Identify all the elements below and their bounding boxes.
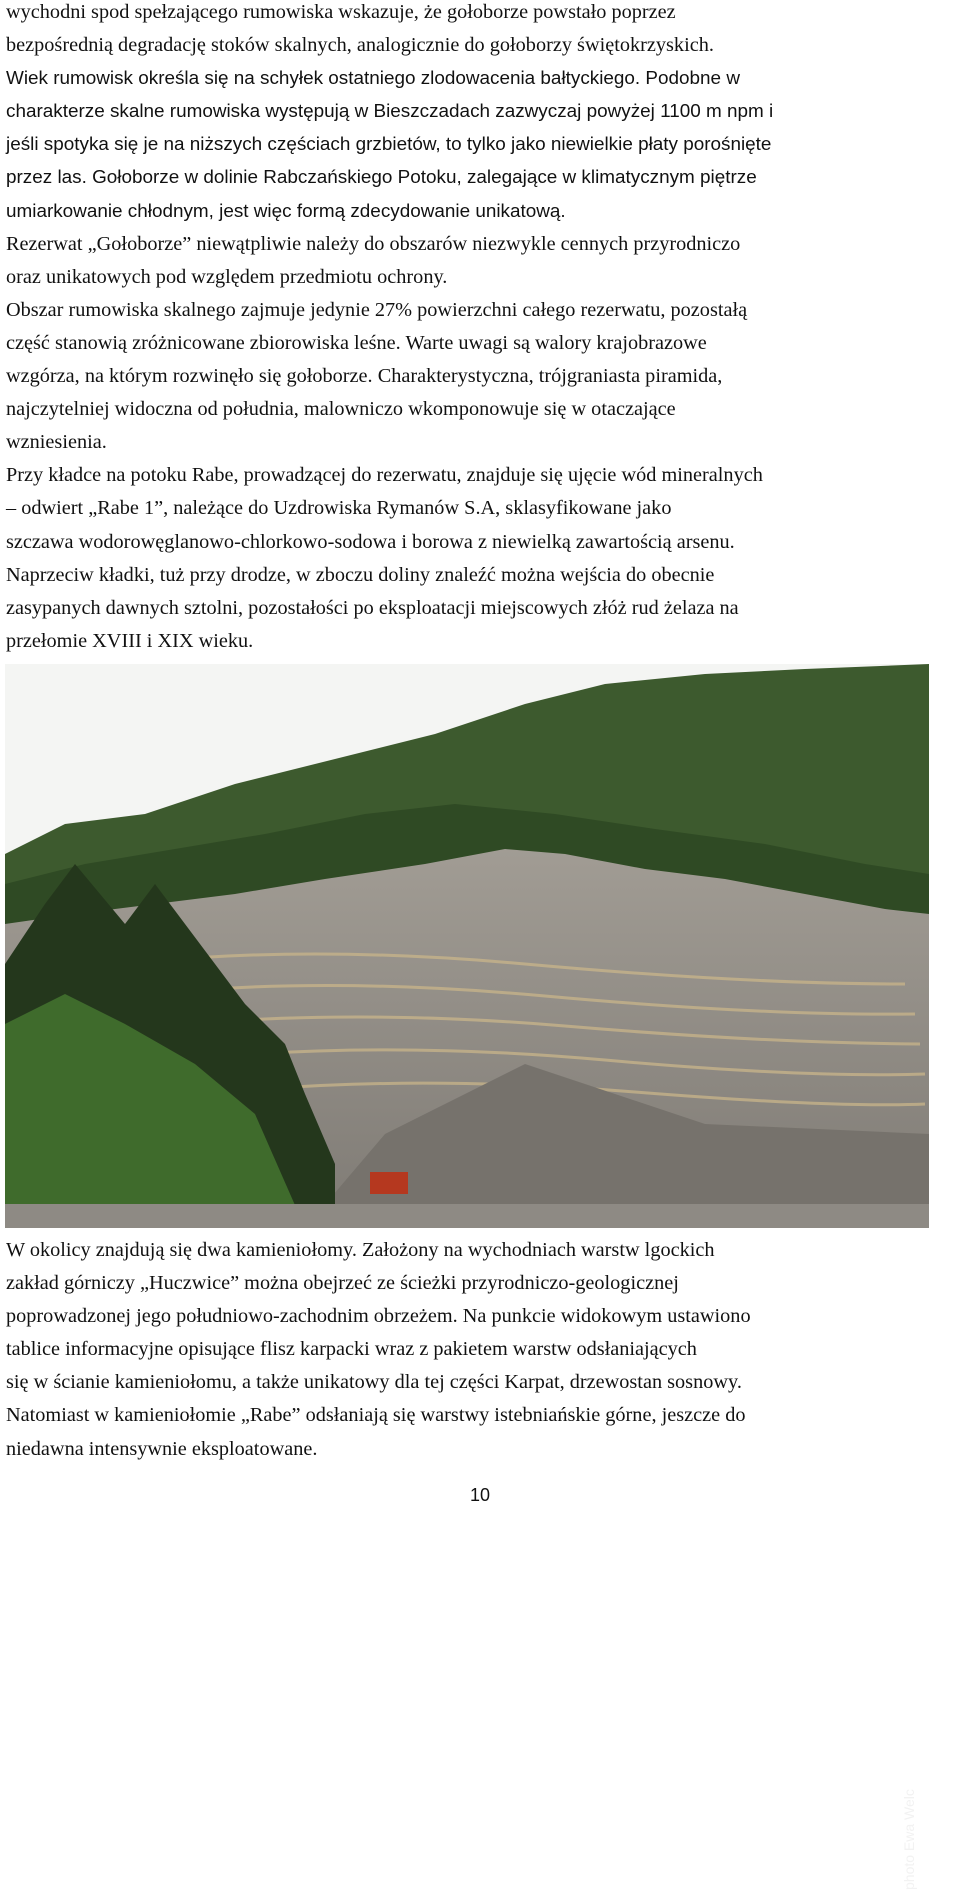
quarry-photo-illustration: [5, 664, 929, 1228]
text-line: Naprzeciw kładki, tuż przy drodze, w zboczu doliny znaleźć można wejścia do obecnie: [6, 563, 715, 586]
text-line: najczytelniej widoczna od południa, malowniczo wkomponowuje się w otaczające: [6, 398, 676, 421]
text-line: tablice informacyjne opisujące flisz karpacki wraz z pakietem warstw odsłaniających: [6, 1338, 697, 1361]
text-line: oraz unikatowych pod względem przedmiotu ochrony.: [6, 265, 448, 288]
top-paragraphs: [6, 0, 952, 658]
text-line: Przy kładce na potoku Rabe, prowadzącej do rezerwatu, znajduje się ujęcie wód mineralnych: [6, 464, 763, 487]
text-line: wzniesienia.: [6, 431, 107, 454]
text-line: poprowadzonej jego południowo-zachodnim obrzeżem. Na punkcie widokowym ustawiono: [6, 1305, 751, 1328]
text-line: część stanowią zróżnicowane zbiorowiska leśne. Warte uwagi są walory krajobrazowe: [6, 331, 707, 354]
text-line: przełomie XVIII i XIX wieku.: [6, 629, 254, 652]
text-line: Obszar rumowiska skalnego zajmuje jedynie 27% powierzchni całego rezerwatu, pozostałą: [6, 298, 748, 321]
red-truck: [370, 1172, 408, 1194]
text-line: bezpośrednią degradację stoków skalnych, analogicznie do gołoborzy świętokrzyskich.: [6, 34, 714, 57]
text-line: zakład górniczy „Huczwice” można obejrzeć ze ścieżki przyrodniczo-geologicznej: [6, 1272, 679, 1295]
text-line: szczawa wodorowęglanowo-chlorkowo-sodowa i borowa z niewielką zawartością arsenu.: [6, 530, 735, 553]
text-line: Wiek rumowisk określa się na schyłek ostatniego zlodowacenia bałtyckiego. Podobne w: [6, 68, 740, 90]
text-line: charakterze skalne rumowiska występują w Bieszczadach zazwyczaj powyżej 1100 m npm i: [6, 101, 774, 123]
page-number: 10: [469, 1485, 491, 1505]
text-line: – odwiert „Rabe 1”, należące do Uzdrowiska Rymanów S.A, sklasyfikowane jako: [6, 497, 672, 520]
text-line: umiarkowanie chłodnym, jest więc formą zdecydowanie unikatową.: [6, 200, 566, 222]
text-line: przez las. Gołoborze w dolinie Rabczańskiego Potoku, zalegające w klimatycznym piętrze: [6, 167, 757, 189]
bottom-paragraphs: [6, 1234, 952, 1466]
text-line: Rezerwat „Gołoborze” niewątpliwie należy do obszarów niezwykle cennych przyrodniczo: [6, 232, 741, 255]
text-line: wzgórza, na którym rozwinęło się gołoborze. Charakterystyczna, trójgraniasta piramida,: [6, 365, 723, 388]
text-line: W okolicy znajdują się dwa kamieniołomy. Założony na wychodniach warstw lgockich: [6, 1239, 715, 1261]
photo-credit: photo Ewa Welc: [901, 1789, 917, 1890]
text-line: Natomiast w kamieniołomie „Rabe” odsłaniają się warstwy istebniańskie górne, jeszcze do: [6, 1404, 746, 1427]
text-line: zasypanych dawnych sztolni, pozostałości po eksploatacji miejscowych złóż rud żelaza na: [6, 596, 739, 619]
text-line: jeśli spotyka się je na niższych częściach grzbietów, to tylko jako niewielkie płaty porośnięte: [6, 134, 772, 156]
text-line: się w ścianie kamieniołomu, a także unikatowy dla tej części Karpat, drzewostan sosnowy.: [6, 1371, 742, 1394]
text-line: niedawna intensywnie eksploatowane.: [6, 1437, 318, 1460]
text-line: wychodni spod spełzającego rumowiska wskazuje, że gołoborze powstało poprzez: [6, 1, 676, 23]
ground: [5, 1204, 929, 1228]
